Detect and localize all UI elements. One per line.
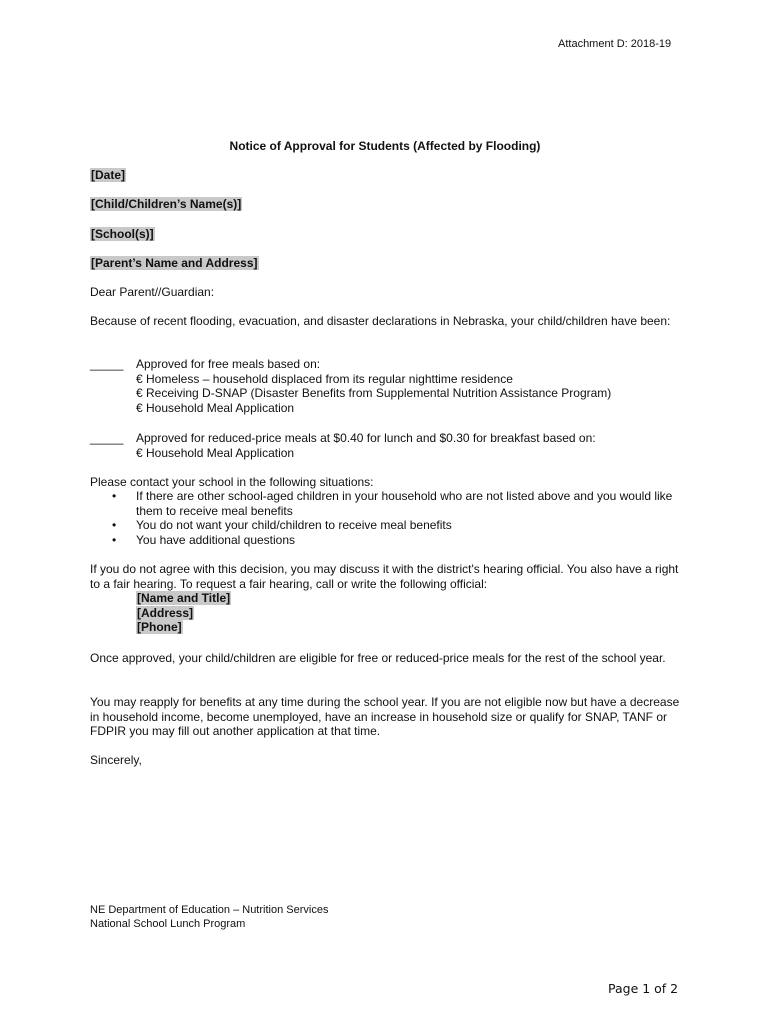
footer-program: National School Lunch Program — [90, 918, 246, 930]
reduced-option-application: € Household Meal Application — [136, 445, 295, 460]
attachment-header: Attachment D: 2018-19 — [558, 38, 672, 50]
contact-item-decline: You do not want your child/children to receive meal benefits — [136, 518, 452, 532]
hearing-official-block — [136, 591, 231, 635]
reduced-meals-section — [136, 431, 596, 460]
free-meals-section — [136, 357, 611, 415]
free-option-application: € Household Meal Application — [136, 400, 295, 415]
greeting: Dear Parent//Guardian: — [90, 285, 215, 299]
closing: Sincerely, — [90, 753, 142, 767]
intro-paragraph: Because of recent flooding, evacuation, and disaster declarations in Nebraska, your child/children have been: — [90, 314, 671, 328]
contact-item-other-children: If there are other school-aged children in your household who are not listed above and you would like them to receive meal benefits — [136, 489, 673, 518]
reapply-paragraph: You may reapply for benefits at any time during the school year. If you are not eligible now but have a decrease in household income, become unemployed, have an increase in household size or qualify for SNAP, TANF or FDPIR you may fill out another application at that time. — [90, 695, 680, 739]
contact-intro: Please contact your school in the following situations: — [90, 475, 374, 489]
hearing-paragraph: If you do not agree with this decision, you may discuss it with the district's hearing official. You also have a right to a fair hearing. To request a fair hearing, call or write the following official: — [90, 562, 679, 591]
contact-item-questions: You have additional questions — [136, 533, 296, 547]
schools-placeholder: [School(s)] — [91, 227, 154, 241]
bullet: • — [112, 489, 117, 503]
footer — [90, 903, 328, 931]
free-option-homeless: € Homeless – household displaced from its regular nighttime residence — [136, 371, 513, 386]
children-placeholder: [Child/Children’s Name(s)] — [91, 197, 242, 211]
page-title: Notice of Approval for Students (Affected by Flooding) — [229, 139, 541, 153]
children-field — [90, 197, 242, 211]
date-placeholder: [Date] — [91, 168, 126, 182]
official-address-placeholder: [Address] — [137, 605, 194, 620]
official-phone-placeholder: [Phone] — [137, 620, 182, 635]
bullet: • — [112, 533, 117, 547]
bullet: • — [112, 518, 117, 532]
parent-field — [90, 256, 259, 270]
free-meals-blank: _____ — [90, 357, 124, 371]
date-field — [90, 168, 126, 182]
reduced-meals-heading: Approved for reduced-price meals at $0.40 for lunch and $0.30 for breakfast based on: — [136, 431, 596, 445]
reduced-meals-blank: _____ — [90, 431, 124, 445]
free-meals-heading: Approved for free meals based on: — [136, 357, 321, 371]
schools-field — [90, 227, 155, 241]
parent-placeholder: [Parent’s Name and Address] — [91, 256, 258, 270]
free-option-dsnap: € Receiving D-SNAP (Disaster Benefits from Supplemental Nutrition Assistance Program) — [136, 386, 612, 401]
footer-department: NE Department of Education – Nutrition Services — [90, 904, 329, 916]
official-name-placeholder: [Name and Title] — [137, 591, 231, 605]
eligibility-paragraph: Once approved, your child/children are eligible for free or reduced-price meals for the rest of the school year. — [90, 651, 666, 665]
page-number: Page 1 of 2 — [608, 981, 679, 996]
